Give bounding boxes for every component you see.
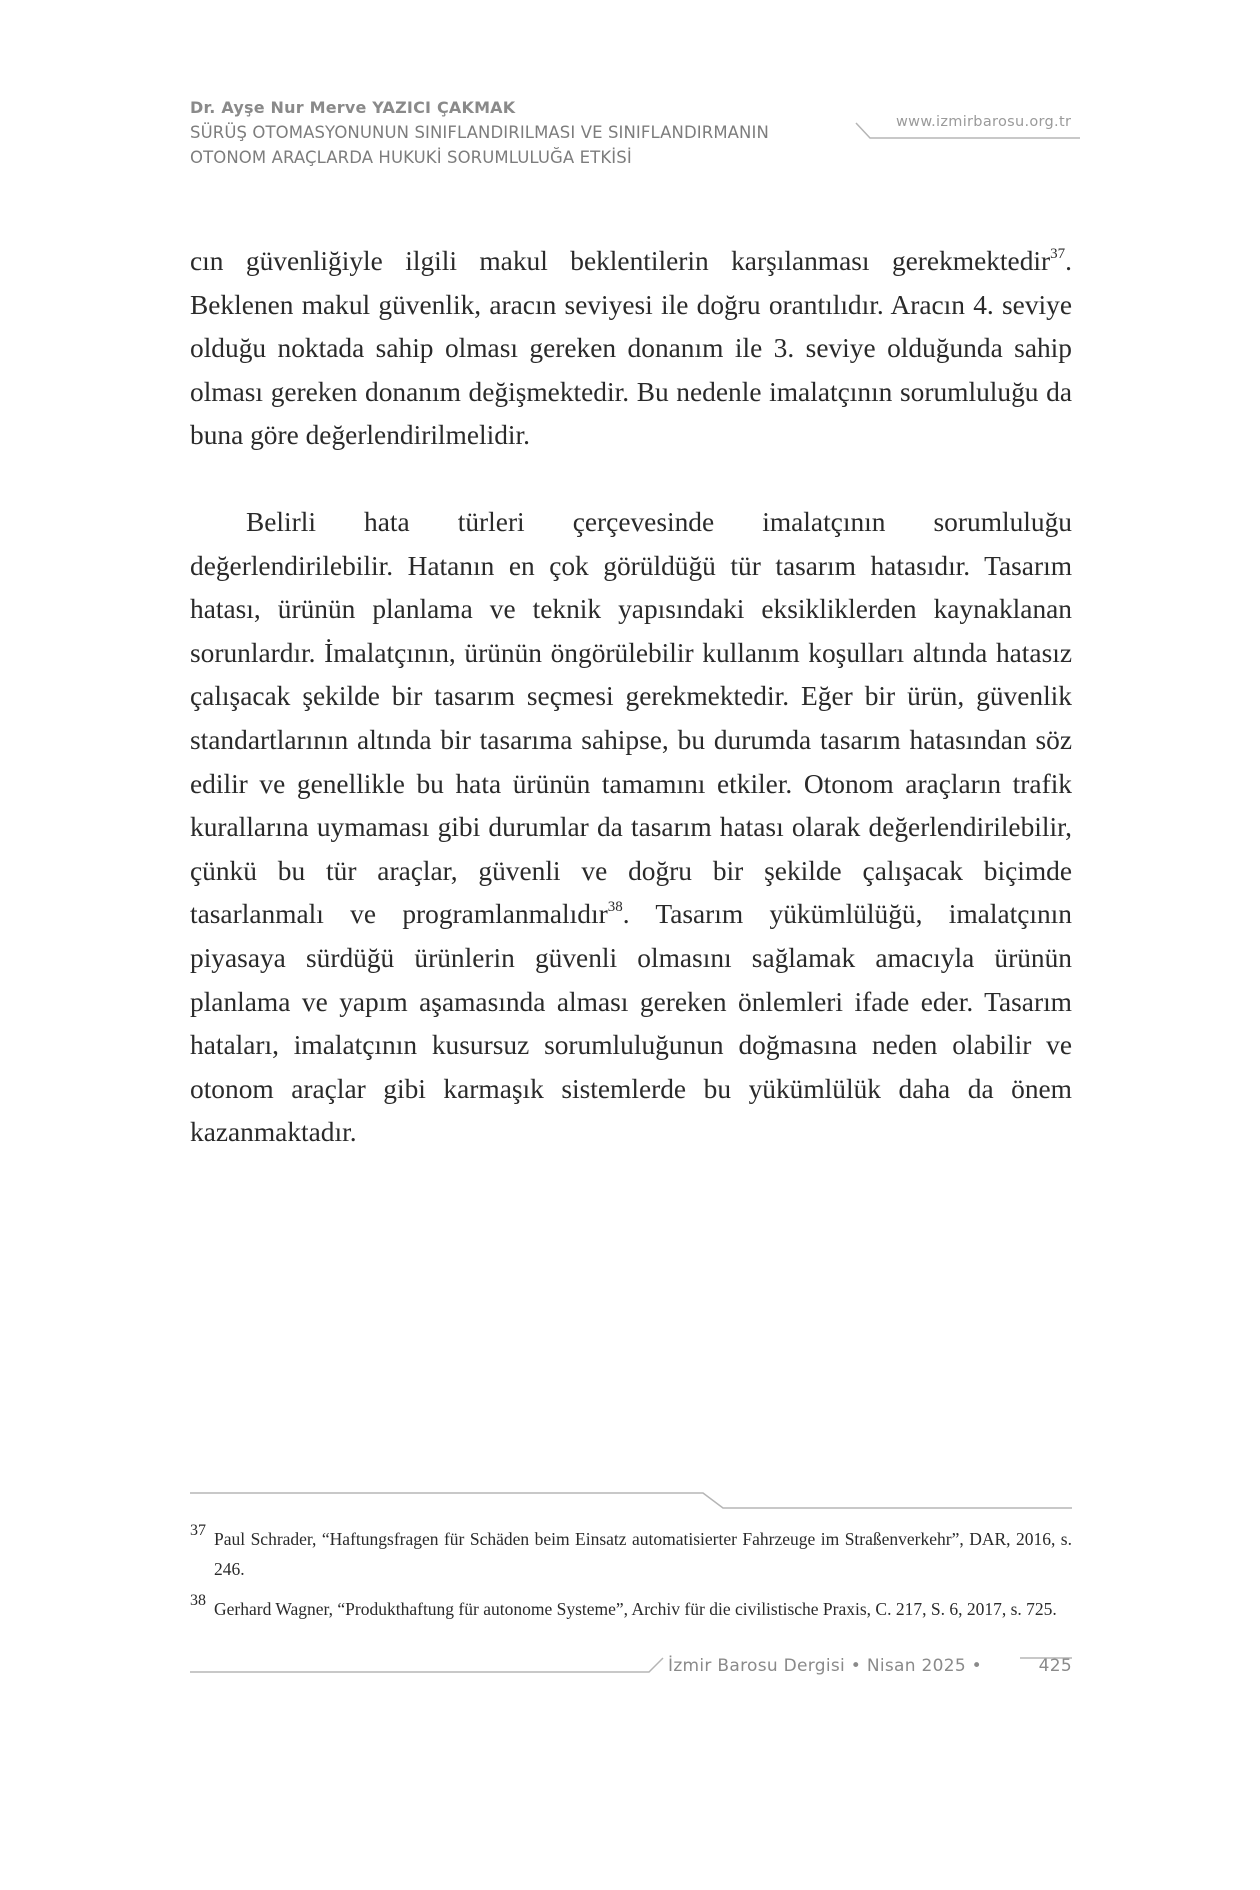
website-url: www.izmirbarosu.org.tr: [896, 114, 1072, 130]
running-footer: [668, 1656, 1072, 1676]
paragraph-2: [190, 501, 1072, 1155]
footnote-38: [190, 1594, 1072, 1624]
paragraph-1-text: cın güvenliğiyle ilgili makul beklentilerin karşılanması gerekmektedir: [190, 246, 1051, 276]
footnotes: [190, 1524, 1072, 1634]
footer-rule: [190, 1658, 663, 1672]
article-title-line-2: OTONOM ARAÇLARDA HUKUKİ SORUMLULUĞA ETKİSİ: [190, 148, 632, 167]
footnote-37: [190, 1524, 1072, 1584]
main-body-text: [190, 240, 1072, 1155]
article-title-line-1: SÜRÜŞ OTOMASYONUNUN SINIFLANDIRILMASI VE SINIFLANDIRMANIN: [190, 123, 769, 142]
author-name: Dr. Ayşe Nur Merve YAZICI ÇAKMAK: [190, 98, 516, 117]
footnote-number: 37: [190, 1522, 206, 1539]
footnote-separator-rule: [190, 1493, 1072, 1508]
footnote-text: Gerhard Wagner, “Produkthaftung für autonome Systeme”, Archiv für die civilistische Praxis, C. 217, S. 6, 2017, s. 725.: [214, 1599, 1057, 1619]
paragraph-2-text: Belirli hata türleri çerçevesinde imalatçının sorumluluğu değerlendirilebilir. Hatanın en çok görüldüğü tür tasarım hatasıdır. Tasarım hatası, ürünün planlama ve teknik yapısındaki eksikliklerden kaynaklanan sorunlardır. İmalatçının, ürünün öngörülebilir kullanım koşulları altında hatasız çalışacak şekilde bir tasarım seçmesi gerekmektedir. Eğer bir ürün, güvenlik standartlarının altında bir tasarıma sahipse, bu durumda tasarım hatasından söz edilir ve genellikle bu hata ürünün tamamını etkiler. Otonom araçların trafik kurallarına uymaması gibi durumlar da tasarım hatası olarak değerlendirilebilir, çünkü bu tür araçlar, güvenli ve doğru bir şekilde çalışacak biçimde tasarlanmalı ve programlanmalıdır: [190, 506, 1072, 930]
running-header: [190, 98, 1080, 170]
page-number: 425: [1038, 1656, 1072, 1676]
footnote-text: Paul Schrader, “Haftungsfragen für Schäden beim Einsatz automatisierter Fahrzeuge im Straßenverkehr”, DAR, 2016, s. 246.: [214, 1529, 1072, 1579]
journal-name: İzmir Barosu Dergisi • Nisan 2025 •: [668, 1656, 983, 1676]
paragraph-1-text-after: . Beklenen makul güvenlik, aracın seviyesi ile doğru orantılıdır. Aracın 4. seviye olduğu noktada sahip olması gereken donanım ile 3. seviye olduğunda sahip olması gereken donanım değişmektedir. Bu nedenle imalatçının sorumluluğu da buna göre değerlendirilmelidir.: [190, 246, 1072, 451]
footnote-ref-38[interactable]: 38: [607, 899, 623, 916]
paragraph-1: [190, 240, 1072, 458]
footnote-ref-37[interactable]: 37: [1050, 246, 1066, 262]
paragraph-2-text-after: . Tasarım yükümlülüğü, imalatçının piyasaya sürdüğü ürünlerin güvenli olmasını sağlamak amacıyla ürünün planlama ve yapım aşamasında alması gereken önlemleri ifade eder. Tasarım hataları, imalatçının kusursuz sorumluluğunun doğmasına neden olabilir ve otonom araçlar gibi karmaşık sistemlerde bu yükümlülük daha da önem kazanmaktadır.: [190, 899, 1072, 1148]
footnote-number: 38: [190, 1592, 206, 1609]
